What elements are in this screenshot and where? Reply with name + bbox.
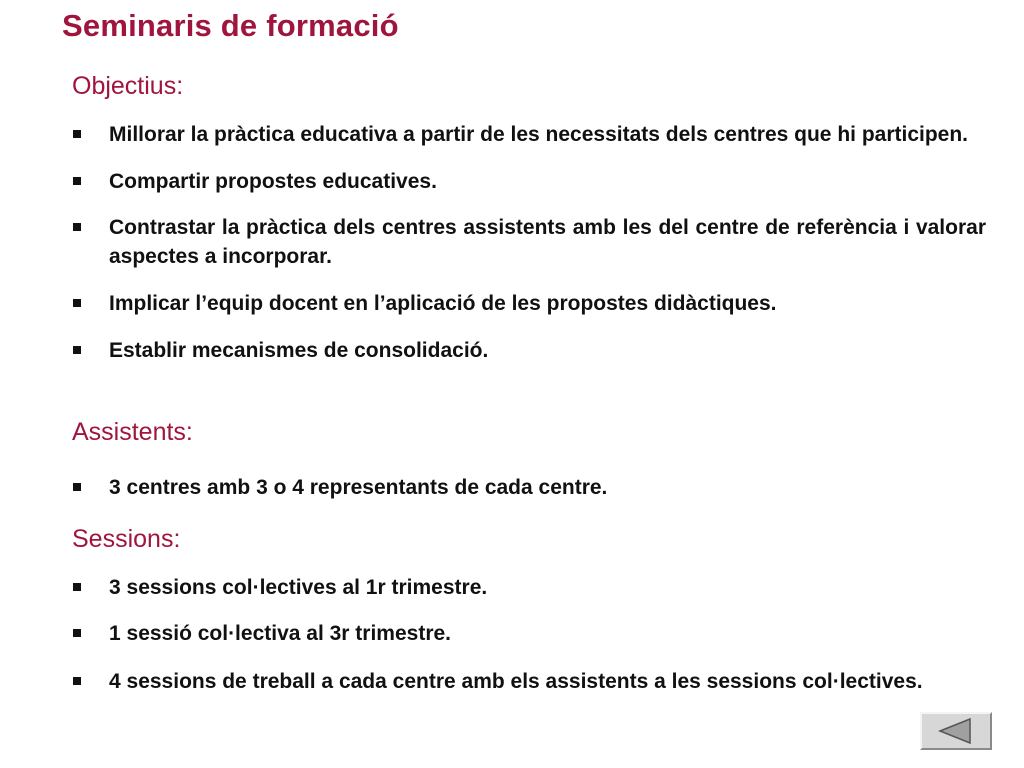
list-item-text: Establir mecanismes de consolidació. [109,339,489,362]
list-item-text: 3 sessions col·lectives al 1r trimestre. [109,576,488,599]
objectius-list [72,120,986,365]
list-item [72,336,986,365]
list-item [72,167,986,196]
square-bullet-icon [73,299,81,307]
list-item-text: Implicar l’equip docent en l’aplicació de les propostes didàctiques. [109,292,777,315]
square-bullet-icon [73,583,81,591]
slide-title: Seminaris de formació [62,8,399,43]
square-bullet-icon [73,483,81,491]
square-bullet-icon [73,346,81,354]
list-item [72,573,986,602]
sessions-list [72,573,986,698]
list-item-text: Millorar la pràctica educativa a partir de les necessitats dels centres que hi participen. [109,123,969,146]
square-bullet-icon [73,223,81,231]
list-item-text: Compartir propostes educatives. [109,170,437,193]
list-item-text: Contrastar la pràctica dels centres assistents amb les del centre de referència i valorar aspectes a incorporar. [109,216,986,268]
list-item [72,120,986,149]
list-item [72,289,986,318]
assistents-list [72,473,986,502]
list-item [72,213,986,271]
square-bullet-icon [73,177,81,185]
list-item [72,473,986,502]
square-bullet-icon [73,130,81,138]
section-heading-sessions: Sessions: [72,525,181,553]
list-item [72,665,986,698]
section-heading-objectius: Objectius: [72,72,184,100]
triangle-left-icon [936,717,976,745]
list-item-text: 1 sessió col·lectiva al 3r trimestre. [109,622,452,645]
square-bullet-icon [73,629,81,637]
back-nav-button[interactable] [920,712,992,750]
section-heading-assistents: Assistents: [72,418,193,446]
list-item-text: 3 centres amb 3 o 4 representants de cada centre. [109,476,608,499]
square-bullet-icon [73,677,81,685]
list-item-text: 4 sessions de treball a cada centre amb els assistents a les sessions col·lectives. [109,670,923,693]
list-item [72,619,986,648]
